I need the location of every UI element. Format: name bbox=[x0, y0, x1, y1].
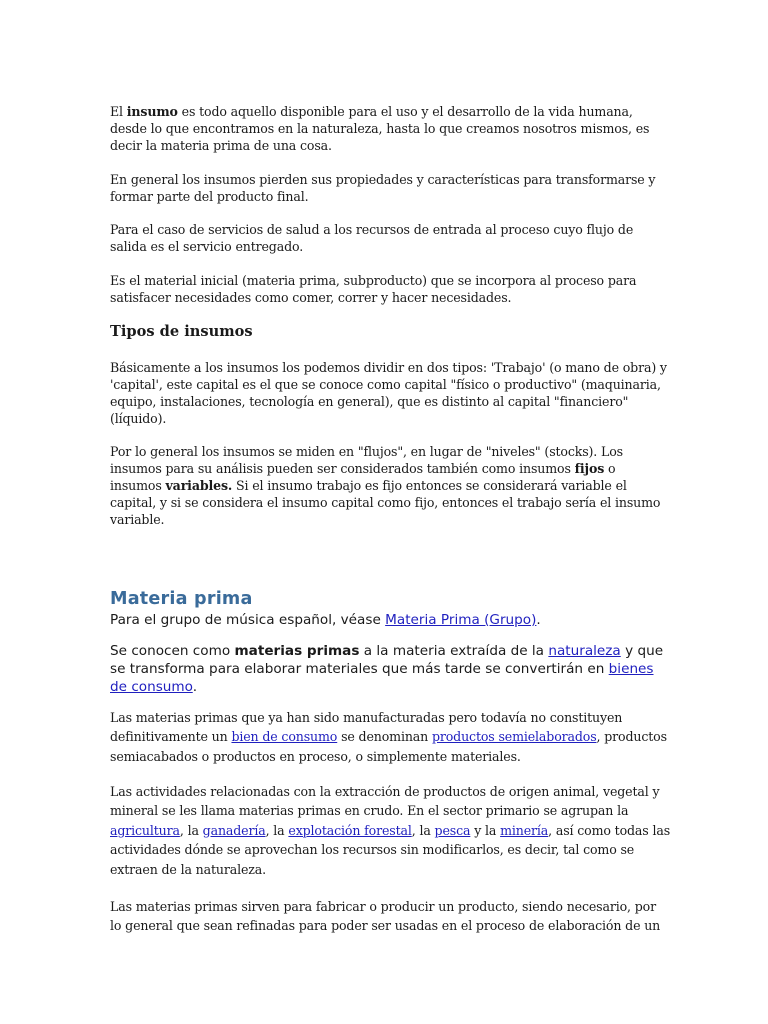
paragraph-insumos-general: En general los insumos pierden sus propiedades y características para transformarse y formar parte del producto final. bbox=[110, 172, 656, 204]
paragraph-flujos bbox=[110, 443, 670, 528]
text-run: , la bbox=[265, 822, 289, 838]
text-run: y la bbox=[470, 822, 501, 838]
text-run: Se conocen como bbox=[110, 643, 235, 659]
text-run: , la bbox=[179, 822, 203, 838]
text-run: , la bbox=[411, 822, 435, 838]
text-run: es todo aquello disponible para el uso y el desarrollo de la vida humana, desde lo que encontramos en la naturaleza, hasta lo que creamos nosotros mismos, es decir la materia prima de una cosa. bbox=[110, 104, 650, 153]
text-run: y que se transforma para elaborar materiales que más tarde se convertirán en bbox=[110, 643, 664, 677]
text-run: Las actividades relacionadas con la extracción de productos de origen animal, vegetal y mineral se les llama materias primas en crudo. En el sector primario se agrupan la bbox=[110, 784, 660, 819]
link-productos-semielaborados[interactable]: productos semielaborados bbox=[431, 729, 597, 745]
link-pesca[interactable]: pesca bbox=[434, 822, 471, 838]
paragraph-materias-primas-definition bbox=[110, 642, 670, 696]
text-run: se denominan bbox=[337, 729, 432, 745]
paragraph-servicios-salud: Para el caso de servicios de salud a los recursos de entrada al proceso cuyo flujo de salida es el servicio entregado. bbox=[110, 222, 634, 254]
link-naturaleza[interactable]: naturaleza bbox=[548, 643, 621, 659]
text-run: Si el insumo trabajo es fijo entonces se considerará variable el capital, y si se considera el insumo capital como fijo, entonces el trabajo sería el insumo variable. bbox=[110, 478, 661, 527]
text-run: Las materias primas que ya han sido manufacturadas pero todavía no constituyen definitivamente un bbox=[110, 710, 623, 745]
link-bien-de-consumo[interactable]: bien de consumo bbox=[231, 729, 338, 745]
heading-tipos-de-insumos: Tipos de insumos bbox=[110, 323, 253, 340]
link-materia-prima-grupo[interactable]: Materia Prima (Grupo) bbox=[385, 612, 537, 628]
bold-term-variables: variables. bbox=[165, 478, 233, 493]
text-run: , productos semiacabados o productos en proceso, o simplemente materiales. bbox=[110, 729, 667, 764]
paragraph-productos-semielaborados bbox=[110, 708, 670, 766]
text-run: . bbox=[536, 612, 541, 628]
text-run: El bbox=[110, 104, 127, 119]
text-run: . bbox=[192, 679, 198, 695]
link-ganaderia[interactable]: ganadería bbox=[202, 822, 266, 838]
bold-term-fijos: fijos bbox=[574, 461, 605, 476]
paragraph-grupo-musica bbox=[110, 611, 670, 629]
paragraph-insumo-definition bbox=[110, 103, 670, 154]
bold-term-insumo: insumo bbox=[126, 104, 178, 119]
text-run: a la materia extraída de la bbox=[359, 643, 549, 659]
text-run: , así como todas las actividades dónde se aprovechan los recursos sin modificarlos, es decir, tal como se extraen de la naturaleza. bbox=[110, 822, 671, 877]
link-mineria[interactable]: minería bbox=[500, 822, 549, 838]
paragraph-materias-primas-sirven: Las materias primas sirven para fabricar o producir un producto, siendo necesario, por lo general que sean refinadas para poder ser usadas en el proceso de elaboración de un bbox=[110, 899, 661, 934]
bold-term-materias-primas: materias primas bbox=[234, 643, 360, 659]
heading-materia-prima: Materia prima bbox=[110, 589, 253, 609]
link-explotacion-forestal[interactable]: explotación forestal bbox=[288, 822, 412, 838]
paragraph-material-inicial: Es el material inicial (materia prima, subproducto) que se incorpora al proceso para satisfacer necesidades como comer, correr y hacer necesidades. bbox=[110, 273, 637, 305]
paragraph-actividades-extraccion bbox=[110, 782, 670, 879]
link-bienes-de-consumo[interactable]: bienes de consumo bbox=[110, 661, 654, 695]
link-agricultura[interactable]: agricultura bbox=[110, 822, 180, 838]
paragraph-tipos-trabajo-capital: Básicamente a los insumos los podemos dividir en dos tipos: 'Trabajo' (o mano de obra) y 'capital', este capital es el que se conoce como capital "físico o productivo" (maquinaria, equipo, instalaciones, tecnología en general), que es distinto al capital "financiero" (líquido). bbox=[110, 360, 667, 426]
text-run: Para el grupo de música español, véase bbox=[110, 612, 386, 628]
text-run: Por lo general los insumos se miden en "flujos", en lugar de "niveles" (stocks). Los insumos para su análisis pueden ser considerados también como insumos bbox=[110, 444, 623, 476]
text-run: o insumos bbox=[110, 461, 616, 493]
